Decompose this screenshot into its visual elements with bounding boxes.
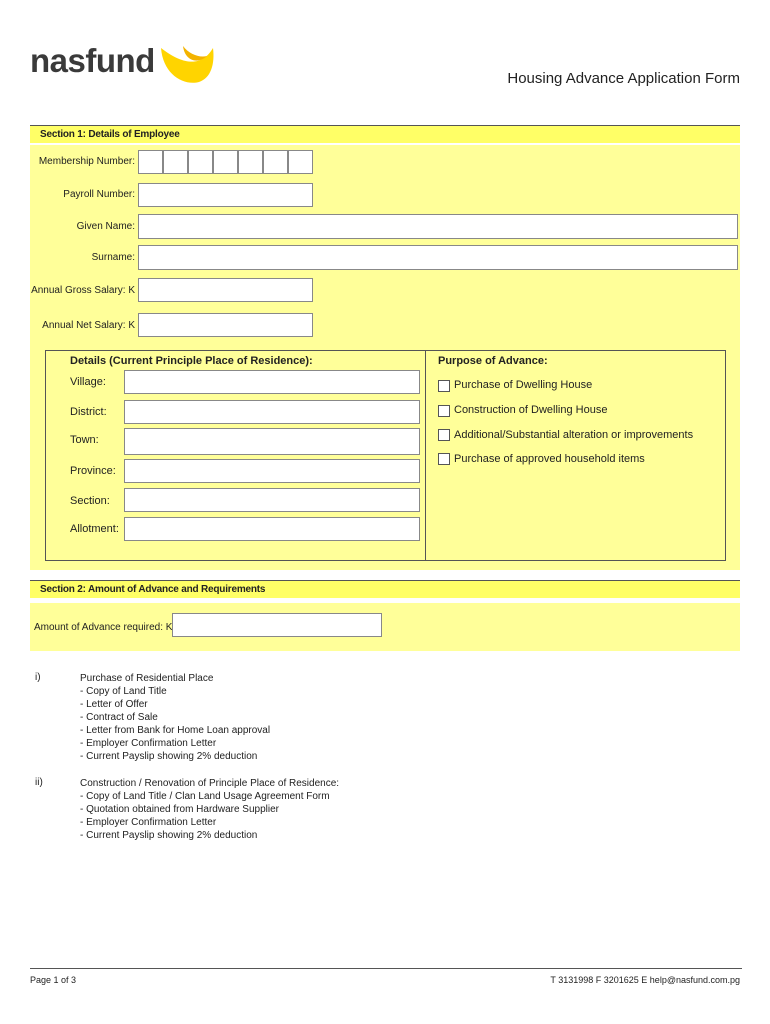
district-input[interactable] <box>124 400 420 424</box>
nasfund-logo-mark <box>159 44 217 88</box>
requirement-1-list <box>80 672 270 763</box>
form-title: Housing Advance Application Form <box>507 70 740 87</box>
membership-digit-3[interactable] <box>188 150 213 174</box>
membership-digit-1[interactable] <box>138 150 163 174</box>
amount-of-advance-input[interactable] <box>172 613 382 637</box>
district-label: District: <box>70 406 107 418</box>
alteration-checkbox[interactable] <box>438 429 450 441</box>
given-name-input[interactable] <box>138 214 738 239</box>
page-number: Page 1 of 3 <box>30 975 77 985</box>
purpose-heading: Purpose of Advance: <box>438 355 548 367</box>
list-item: - Employer Confirmation Letter <box>80 738 217 749</box>
list-item: - Letter of Offer <box>80 699 148 710</box>
construction-dwelling-label: Construction of Dwelling House <box>454 404 608 416</box>
requirement-1-numeral: i) <box>35 672 41 683</box>
allotment-label: Allotment: <box>70 523 119 535</box>
requirement-2-numeral: ii) <box>35 777 43 788</box>
household-items-label: Purchase of approved household items <box>454 453 645 465</box>
annual-net-salary-input[interactable] <box>138 313 313 337</box>
list-item: - Employer Confirmation Letter <box>80 817 217 828</box>
annual-gross-salary-label: Annual Gross Salary: K <box>31 285 135 296</box>
section-label: Section: <box>70 495 110 507</box>
list-item: - Contract of Sale <box>80 712 158 723</box>
payroll-number-input[interactable] <box>138 183 313 207</box>
list-item: - Copy of Land Title / Clan Land Usage Agreement Form <box>80 791 330 802</box>
construction-dwelling-checkbox[interactable] <box>438 405 450 417</box>
section1-header: Section 1: Details of Employee <box>30 125 740 143</box>
nasfund-logo-text: nasfund <box>30 42 155 79</box>
section-input[interactable] <box>124 488 420 512</box>
list-item: - Quotation obtained from Hardware Supplier <box>80 804 279 815</box>
purchase-dwelling-checkbox[interactable] <box>438 380 450 392</box>
town-label: Town: <box>70 434 99 446</box>
household-items-checkbox[interactable] <box>438 453 450 465</box>
amount-of-advance-label: Amount of Advance required: K <box>34 622 173 633</box>
requirement-2-list <box>80 777 339 842</box>
frame-divider <box>425 351 426 560</box>
list-item: - Copy of Land Title <box>80 686 167 697</box>
residence-heading: Details (Current Principle Place of Residence): <box>70 355 313 367</box>
requirement-1-title: Purchase of Residential Place <box>80 673 214 684</box>
allotment-input[interactable] <box>124 517 420 541</box>
membership-digit-2[interactable] <box>163 150 188 174</box>
membership-digit-4[interactable] <box>213 150 238 174</box>
membership-digit-6[interactable] <box>263 150 288 174</box>
footer-rule <box>30 968 742 969</box>
surname-input[interactable] <box>138 245 738 270</box>
purchase-dwelling-label: Purchase of Dwelling House <box>454 379 593 391</box>
alteration-label: Additional/Substantial alteration or improvements <box>454 429 694 441</box>
surname-label: Surname: <box>91 252 135 263</box>
town-input[interactable] <box>124 428 420 455</box>
village-input[interactable] <box>124 370 420 394</box>
province-input[interactable] <box>124 459 420 483</box>
requirement-2-title: Construction / Renovation of Principle Place of Residence: <box>80 778 340 789</box>
section2-header: Section 2: Amount of Advance and Requirements <box>30 580 740 598</box>
list-item: - Current Payslip showing 2% deduction <box>80 751 258 762</box>
membership-digit-5[interactable] <box>238 150 263 174</box>
membership-number-field[interactable] <box>138 150 313 174</box>
annual-gross-salary-input[interactable] <box>138 278 313 302</box>
list-item: - Letter from Bank for Home Loan approval <box>80 725 271 736</box>
province-label: Province: <box>70 465 116 477</box>
list-item: - Current Payslip showing 2% deduction <box>80 830 258 841</box>
membership-digit-7[interactable] <box>288 150 313 174</box>
village-label: Village: <box>70 376 106 388</box>
contact-info: T 3131998 F 3201625 E help@nasfund.com.pg <box>550 975 740 985</box>
payroll-number-label: Payroll Number: <box>63 189 135 200</box>
membership-number-label: Membership Number: <box>38 156 135 167</box>
given-name-label: Given Name: <box>76 221 135 232</box>
annual-net-salary-label: Annual Net Salary: K <box>42 320 135 331</box>
